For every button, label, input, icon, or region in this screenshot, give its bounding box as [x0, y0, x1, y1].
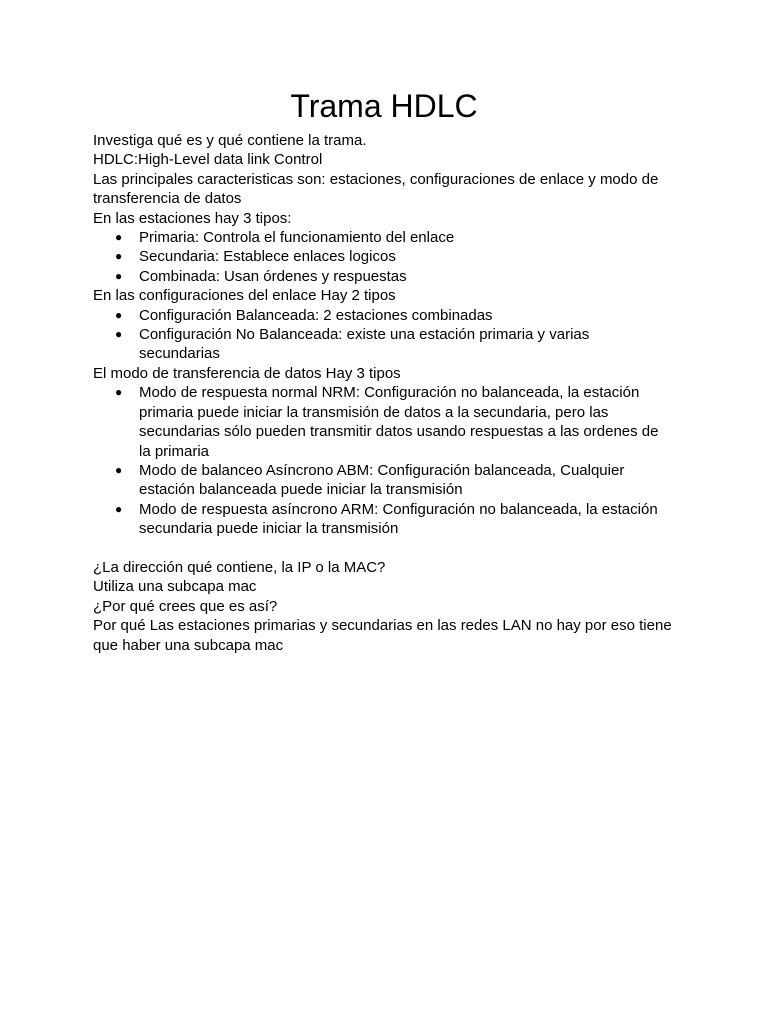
stations-list — [93, 228, 673, 286]
list-item — [93, 383, 673, 461]
transfer-modes-heading: El modo de transferencia de datos Hay 3 tipos — [93, 364, 401, 382]
stations-heading: En las estaciones hay 3 tipos: — [93, 209, 292, 227]
list-item-text: Modo de respuesta normal NRM: Configuración no balanceada, la estación primaria puede iniciar la transmisión de datos a la secundaria, pero las secundarias sólo pueden transmitir datos usando respuestas a las ordenes de la primaria — [139, 384, 659, 460]
list-item — [93, 247, 673, 266]
intro-line: Investiga qué es y qué contiene la trama. — [93, 132, 367, 149]
intro-line: HDLC:High-Level data link Control — [93, 151, 323, 169]
document-body — [93, 131, 673, 655]
document-title: Trama HDLC — [290, 88, 478, 124]
list-item-text: Combinada: Usan órdenes y respuestas — [139, 267, 407, 285]
bullet-icon: ● — [115, 327, 123, 342]
bullet-icon: ● — [115, 307, 123, 322]
configurations-heading: En las configuraciones del enlace Hay 2 tipos — [93, 287, 396, 305]
bullet-icon: ● — [115, 230, 123, 245]
list-item — [93, 325, 673, 364]
question-line: ¿Por qué crees que es así? — [93, 597, 278, 615]
list-item-text: Configuración Balanceada: 2 estaciones combinadas — [139, 306, 493, 324]
bullet-icon: ● — [115, 385, 123, 400]
list-item-text: Modo de balanceo Asíncrono ABM: Configuración balanceada, Cualquier estación balanceada puede iniciar la transmisión — [139, 461, 625, 499]
configurations-list — [93, 306, 673, 364]
bullet-icon: ● — [115, 249, 123, 264]
answer-line: Por qué Las estaciones primarias y secundarias en las redes LAN no hay por eso tiene que haber una subcapa mac — [93, 617, 672, 654]
bullet-icon: ● — [115, 268, 123, 283]
paragraph-spacer — [93, 539, 673, 558]
list-item — [93, 306, 673, 325]
list-item — [93, 267, 673, 286]
list-item — [93, 228, 673, 247]
list-item — [93, 461, 673, 500]
transfer-modes-list — [93, 383, 673, 538]
list-item-text: Modo de respuesta asíncrono ARM: Configuración no balanceada, la estación secundaria puede iniciar la transmisión — [139, 500, 658, 538]
list-item-text: Configuración No Balanceada: existe una estación primaria y varias secundarias — [139, 326, 590, 363]
bullet-icon: ● — [115, 501, 123, 516]
question-line: ¿La dirección qué contiene, la IP o la MAC? — [93, 558, 386, 576]
list-item-text: Secundaria: Establece enlaces logicos — [139, 248, 396, 266]
list-item — [93, 500, 673, 539]
bullet-icon: ● — [115, 462, 123, 477]
answer-line: Utiliza una subcapa mac — [93, 578, 257, 596]
list-item-text: Primaria: Controla el funcionamiento del enlace — [139, 229, 455, 247]
intro-line: Las principales caracteristicas son: estaciones, configuraciones de enlace y modo de transferencia de datos — [93, 170, 659, 208]
